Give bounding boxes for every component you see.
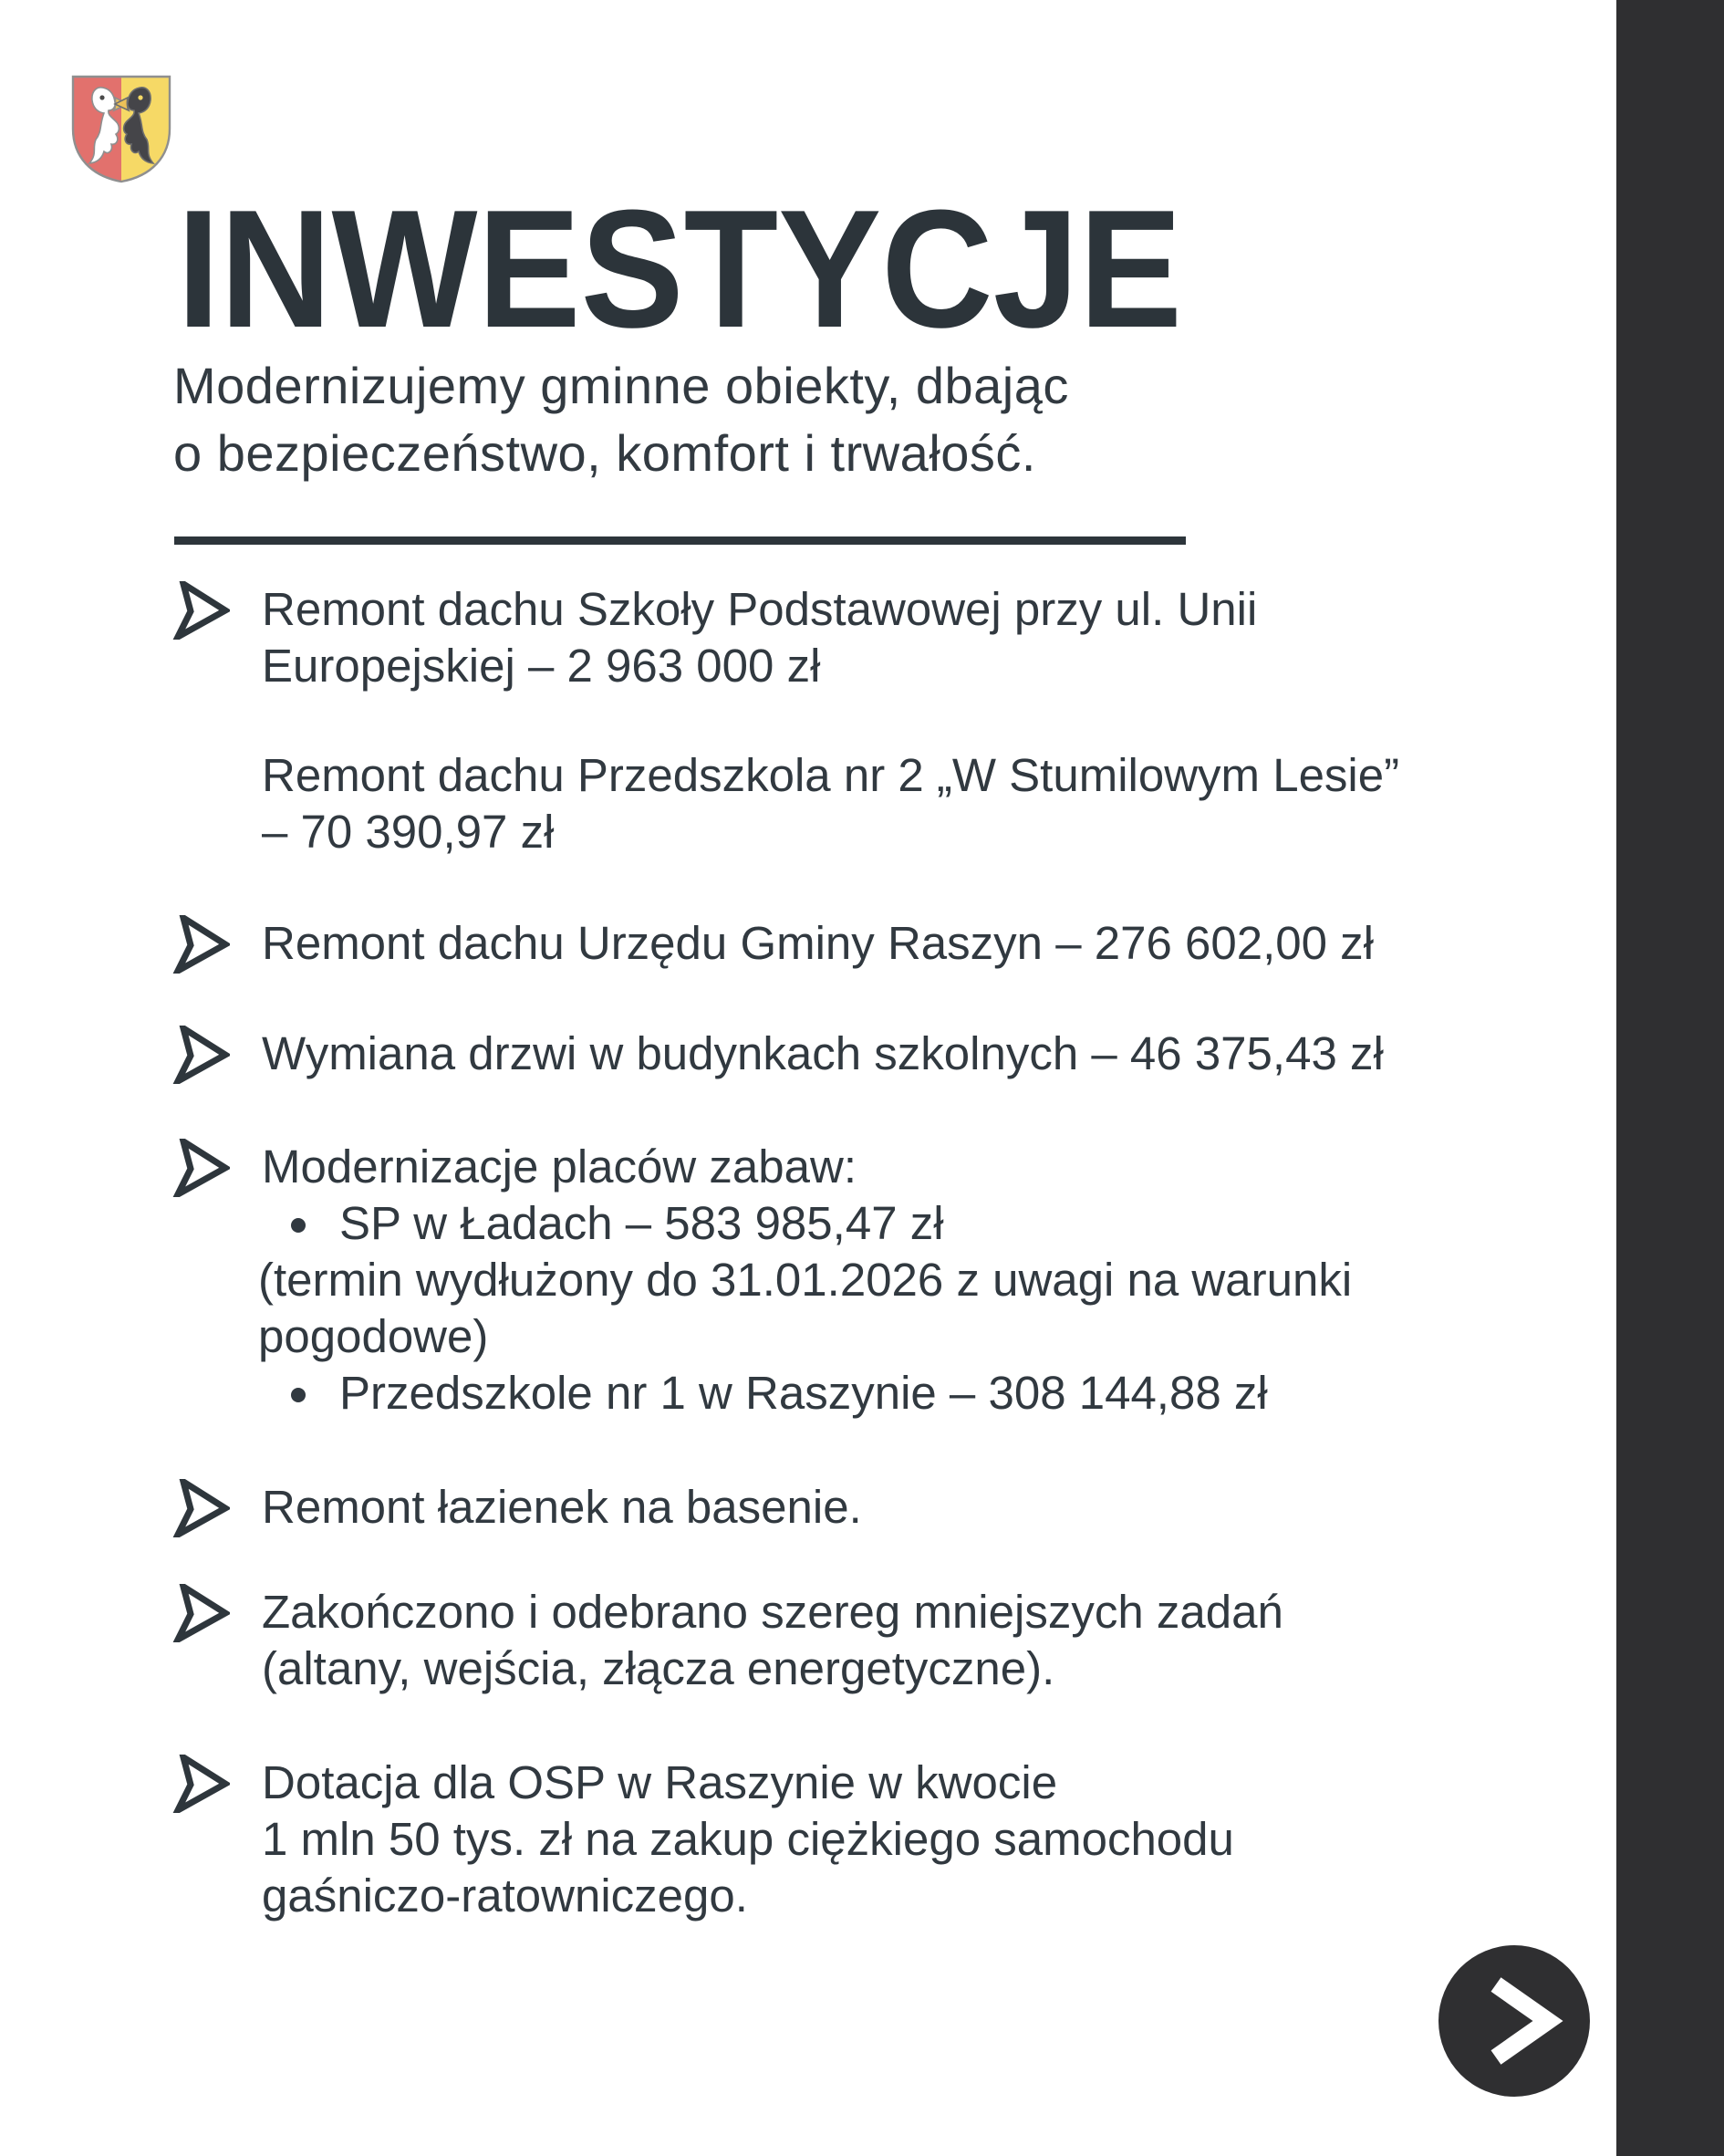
list-item bbox=[173, 1026, 1469, 1082]
item-text: Remont łazienek na basenie. bbox=[262, 1481, 862, 1533]
right-accent-sidebar bbox=[1616, 0, 1724, 2156]
item-text: Europejskiej – 2 963 000 zł bbox=[262, 640, 821, 692]
next-page-button[interactable] bbox=[1438, 1945, 1590, 2097]
subtitle-line: Modernizujemy gminne obiekty, dbając bbox=[173, 357, 1069, 414]
page-subtitle bbox=[173, 352, 1069, 487]
list-item bbox=[173, 915, 1469, 972]
title-divider bbox=[174, 536, 1186, 545]
sub-bullet-text: Przedszkole nr 1 w Raszynie – 308 144,88 zł bbox=[262, 1365, 1469, 1422]
item-text: Remont dachu Przedszkola nr 2 „W Stumilowym Lesie” bbox=[262, 749, 1400, 801]
arrow-right-outline-icon bbox=[170, 1479, 230, 1537]
item-text: Modernizacje placów zabaw: bbox=[262, 1140, 857, 1193]
arrow-right-outline-icon bbox=[170, 915, 230, 974]
item-text: Zakończono i odebrano szereg mniejszych zadań bbox=[262, 1586, 1283, 1638]
item-text: Remont dachu Szkoły Podstawowej przy ul. Unii bbox=[262, 583, 1258, 635]
list-item bbox=[173, 747, 1469, 860]
sub-bullet-text: SP w Ładach – 583 985,47 zł bbox=[262, 1195, 1469, 1252]
item-text: – 70 390,97 zł bbox=[262, 806, 555, 858]
arrow-right-outline-icon bbox=[170, 1755, 230, 1813]
item-text: 1 mln 50 tys. zł na zakup ciężkiego samochodu bbox=[262, 1813, 1234, 1865]
page-title-text: INWESTYCJE bbox=[177, 203, 1182, 339]
coat-of-arms-raszyn bbox=[69, 73, 173, 184]
chevron-right-icon bbox=[1438, 1945, 1590, 2097]
page-title bbox=[175, 203, 1206, 339]
item-note-text: (termin wydłużony do 31.01.2026 z uwagi na warunki bbox=[258, 1254, 1353, 1306]
arrow-right-outline-icon bbox=[170, 1139, 230, 1197]
item-text: gaśniczo-ratowniczego. bbox=[262, 1870, 748, 1922]
list-item bbox=[173, 1139, 1469, 1422]
list-item bbox=[173, 1479, 1469, 1536]
list-item bbox=[173, 581, 1469, 694]
item-note-text: pogodowe) bbox=[258, 1310, 489, 1362]
subtitle-line: o bezpieczeństwo, komfort i trwałość. bbox=[173, 424, 1036, 482]
list-item bbox=[173, 1755, 1469, 1924]
item-text: Dotacja dla OSP w Raszynie w kwocie bbox=[262, 1756, 1058, 1808]
item-text: Remont dachu Urzędu Gminy Raszyn – 276 602,00 zł bbox=[262, 917, 1374, 969]
item-text: (altany, wejścia, złącza energetyczne). bbox=[262, 1642, 1055, 1694]
arrow-right-outline-icon bbox=[170, 1584, 230, 1642]
arrow-right-outline-icon bbox=[170, 581, 230, 640]
arrow-right-outline-icon bbox=[170, 1026, 230, 1084]
item-text: Wymiana drzwi w budynkach szkolnych – 46 375,43 zł bbox=[262, 1027, 1384, 1079]
list-item bbox=[173, 1584, 1469, 1697]
